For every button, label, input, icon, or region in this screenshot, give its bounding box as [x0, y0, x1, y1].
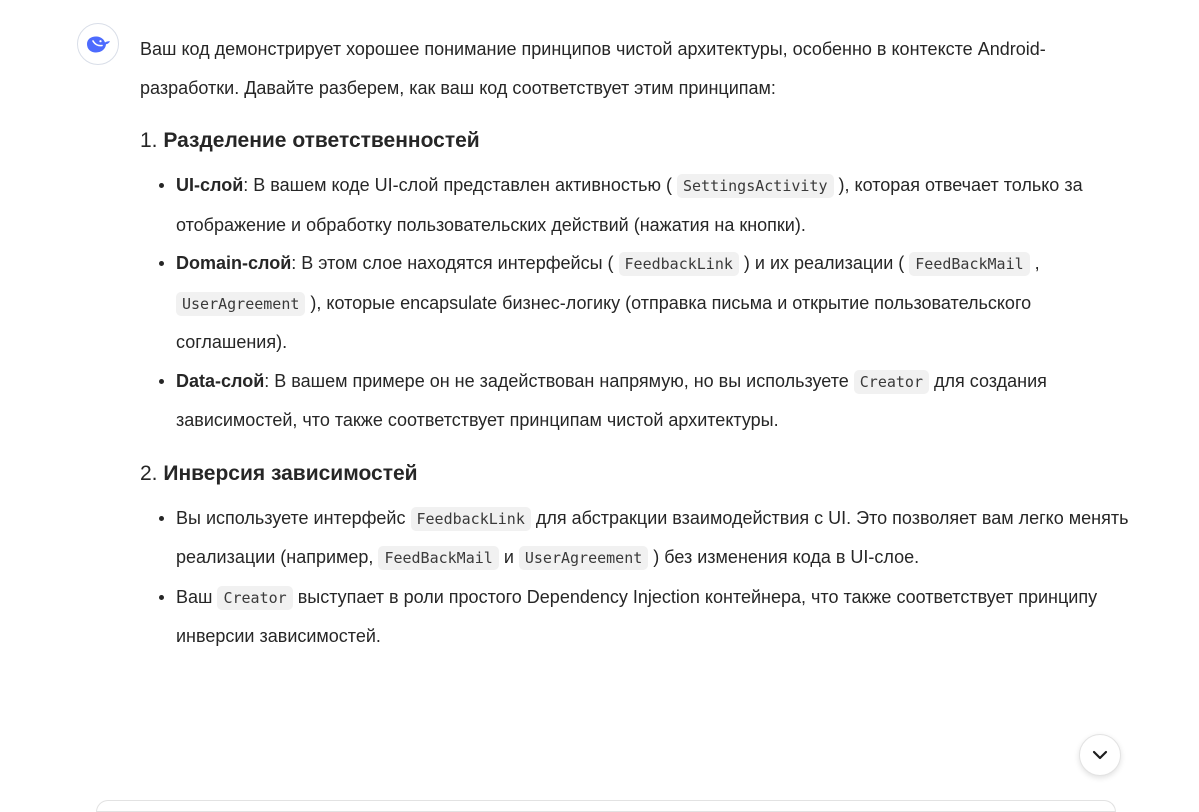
section-title: Инверсия зависимостей — [163, 461, 418, 485]
chat-input-box[interactable] — [96, 800, 1116, 812]
item-text: Вы используете интерфейс — [176, 507, 411, 528]
inline-code: SettingsActivity — [677, 174, 834, 198]
deepseek-whale-icon — [84, 33, 112, 55]
item-text: , — [1029, 253, 1040, 273]
item-text: для абстракции взаимодействия с UI. Это позволяет вам легко менять реализации (например, — [176, 507, 1129, 567]
chevron-down-icon — [1092, 750, 1108, 760]
message-intro: Ваш код демонстрирует хорошее понимание принципов чистой архитектуры, особенно в контексте Android-разработки. Давайте разберем, как ваш код соответствует этим принципам: — [140, 39, 1046, 98]
item-label: Data-слой — [176, 370, 265, 391]
scroll-to-bottom-button[interactable] — [1079, 734, 1121, 776]
assistant-message — [140, 30, 1140, 656]
item-text: : В этом слое находятся интерфейсы ( — [291, 253, 619, 273]
inline-code: FeedbackLink — [411, 507, 531, 531]
item-text: ), которые encapsulate бизнес-логику (отправка письма и открытие пользовательского соглашения). — [176, 292, 1032, 352]
section-title: Разделение ответственностей — [163, 129, 480, 152]
inline-code: FeedbackLink — [619, 252, 739, 276]
assistant-avatar — [77, 23, 119, 65]
list-item — [176, 166, 1140, 244]
inline-code: UserAgreement — [176, 292, 305, 316]
item-text: ) без изменения кода в UI-слое. — [648, 547, 920, 567]
list-item — [176, 362, 1140, 440]
item-text: для создания зависимостей, что также соответствует принципам чистой архитектуры. — [176, 370, 1047, 430]
inline-code: Creator — [217, 586, 292, 610]
list-item — [176, 499, 1140, 578]
section-number: 2. — [140, 461, 164, 485]
list-item — [176, 578, 1140, 656]
item-text: выступает в роли простого Dependency Injection контейнера, что также соответствует принципу инверсии зависимостей. — [176, 586, 1098, 646]
inline-code: FeedBackMail — [909, 252, 1029, 276]
section-heading-2 — [140, 459, 1140, 489]
inline-code: UserAgreement — [519, 546, 648, 570]
item-text: ) и их реализации ( — [738, 253, 910, 273]
item-text: : В вашем коде UI-слой представлен активностью ( — [243, 175, 677, 195]
section-heading-1 — [140, 126, 1140, 156]
list-item — [176, 244, 1140, 362]
item-text: ), которая отвечает только за отображение и обработку пользовательских действий (нажатия на кнопки). — [176, 175, 1083, 235]
section-number: 1. — [140, 129, 164, 152]
bullet-list — [140, 166, 1140, 440]
inline-code: FeedBackMail — [378, 546, 498, 570]
item-text: Ваш — [176, 586, 218, 607]
item-text: : В вашем примере он не задействован напрямую, но вы используете — [264, 370, 854, 391]
bullet-list — [140, 499, 1140, 656]
item-text: и — [498, 547, 519, 567]
inline-code: Creator — [854, 370, 929, 394]
item-label: UI-слой — [176, 175, 244, 195]
item-label: Domain-слой — [176, 253, 292, 273]
